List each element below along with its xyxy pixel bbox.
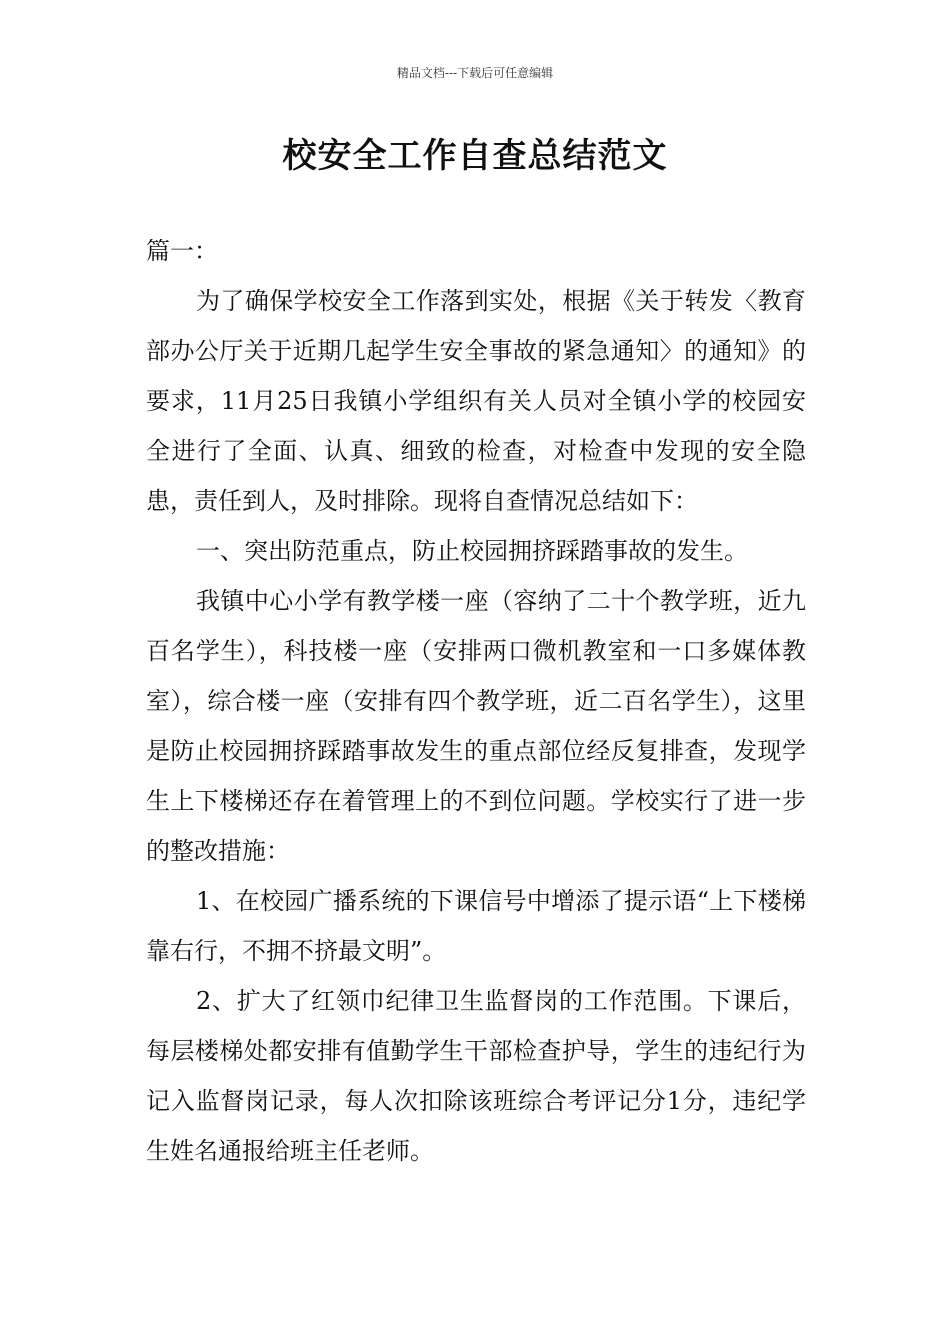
- header-note: 精品文档---下载后可任意编辑: [396, 66, 554, 80]
- paragraph-school-buildings: 我镇中心小学有教学楼一座（容纳了二十个教学班，近九百名学生），科技楼一座（安排两口微机教室和一口多媒体教室），综合楼一座（安排有四个教学班，近二百名学生），这里是防止校园拥挤踩踏事故发生的重点部位经反复排查，发现学生上下楼梯还存在着管理上的不到位问题。学校实行了进一步的整改措施：: [146, 587, 806, 865]
- paragraph-measure-2: 2、扩大了红领巾纪律卫生监督岗的工作范围。下课后，每层楼梯处都安排有值勤学生干部检查护导，学生的违纪行为记入监督岗记录，每人次扣除该班综合考评记分1分，违纪学生姓名通报给班主任老师。: [146, 987, 806, 1165]
- paragraph-heading-1: 一、突出防范重点，防止校园拥挤踩踏事故的发生。: [196, 537, 748, 565]
- paragraph-measure-1: 1、在校园广播系统的下课信号中增添了提示语“上下楼梯靠右行，不拥不挤最文明”。: [146, 887, 806, 965]
- document-title: 校安全工作自查总结范文: [282, 136, 668, 176]
- document-body: [146, 226, 806, 1176]
- section-label: 篇一：: [146, 237, 218, 265]
- paragraph-intro: 为了确保学校安全工作落到实处，根据《关于转发〈教育部办公厅关于近期几起学生安全事故的紧急通知〉的通知》的要求，11月25日我镇小学组织有关人员对全镇小学的校园安全进行了全面、认真、细致的检查，对检查中发现的安全隐患，责任到人，及时排除。现将自查情况总结如下：: [146, 287, 806, 515]
